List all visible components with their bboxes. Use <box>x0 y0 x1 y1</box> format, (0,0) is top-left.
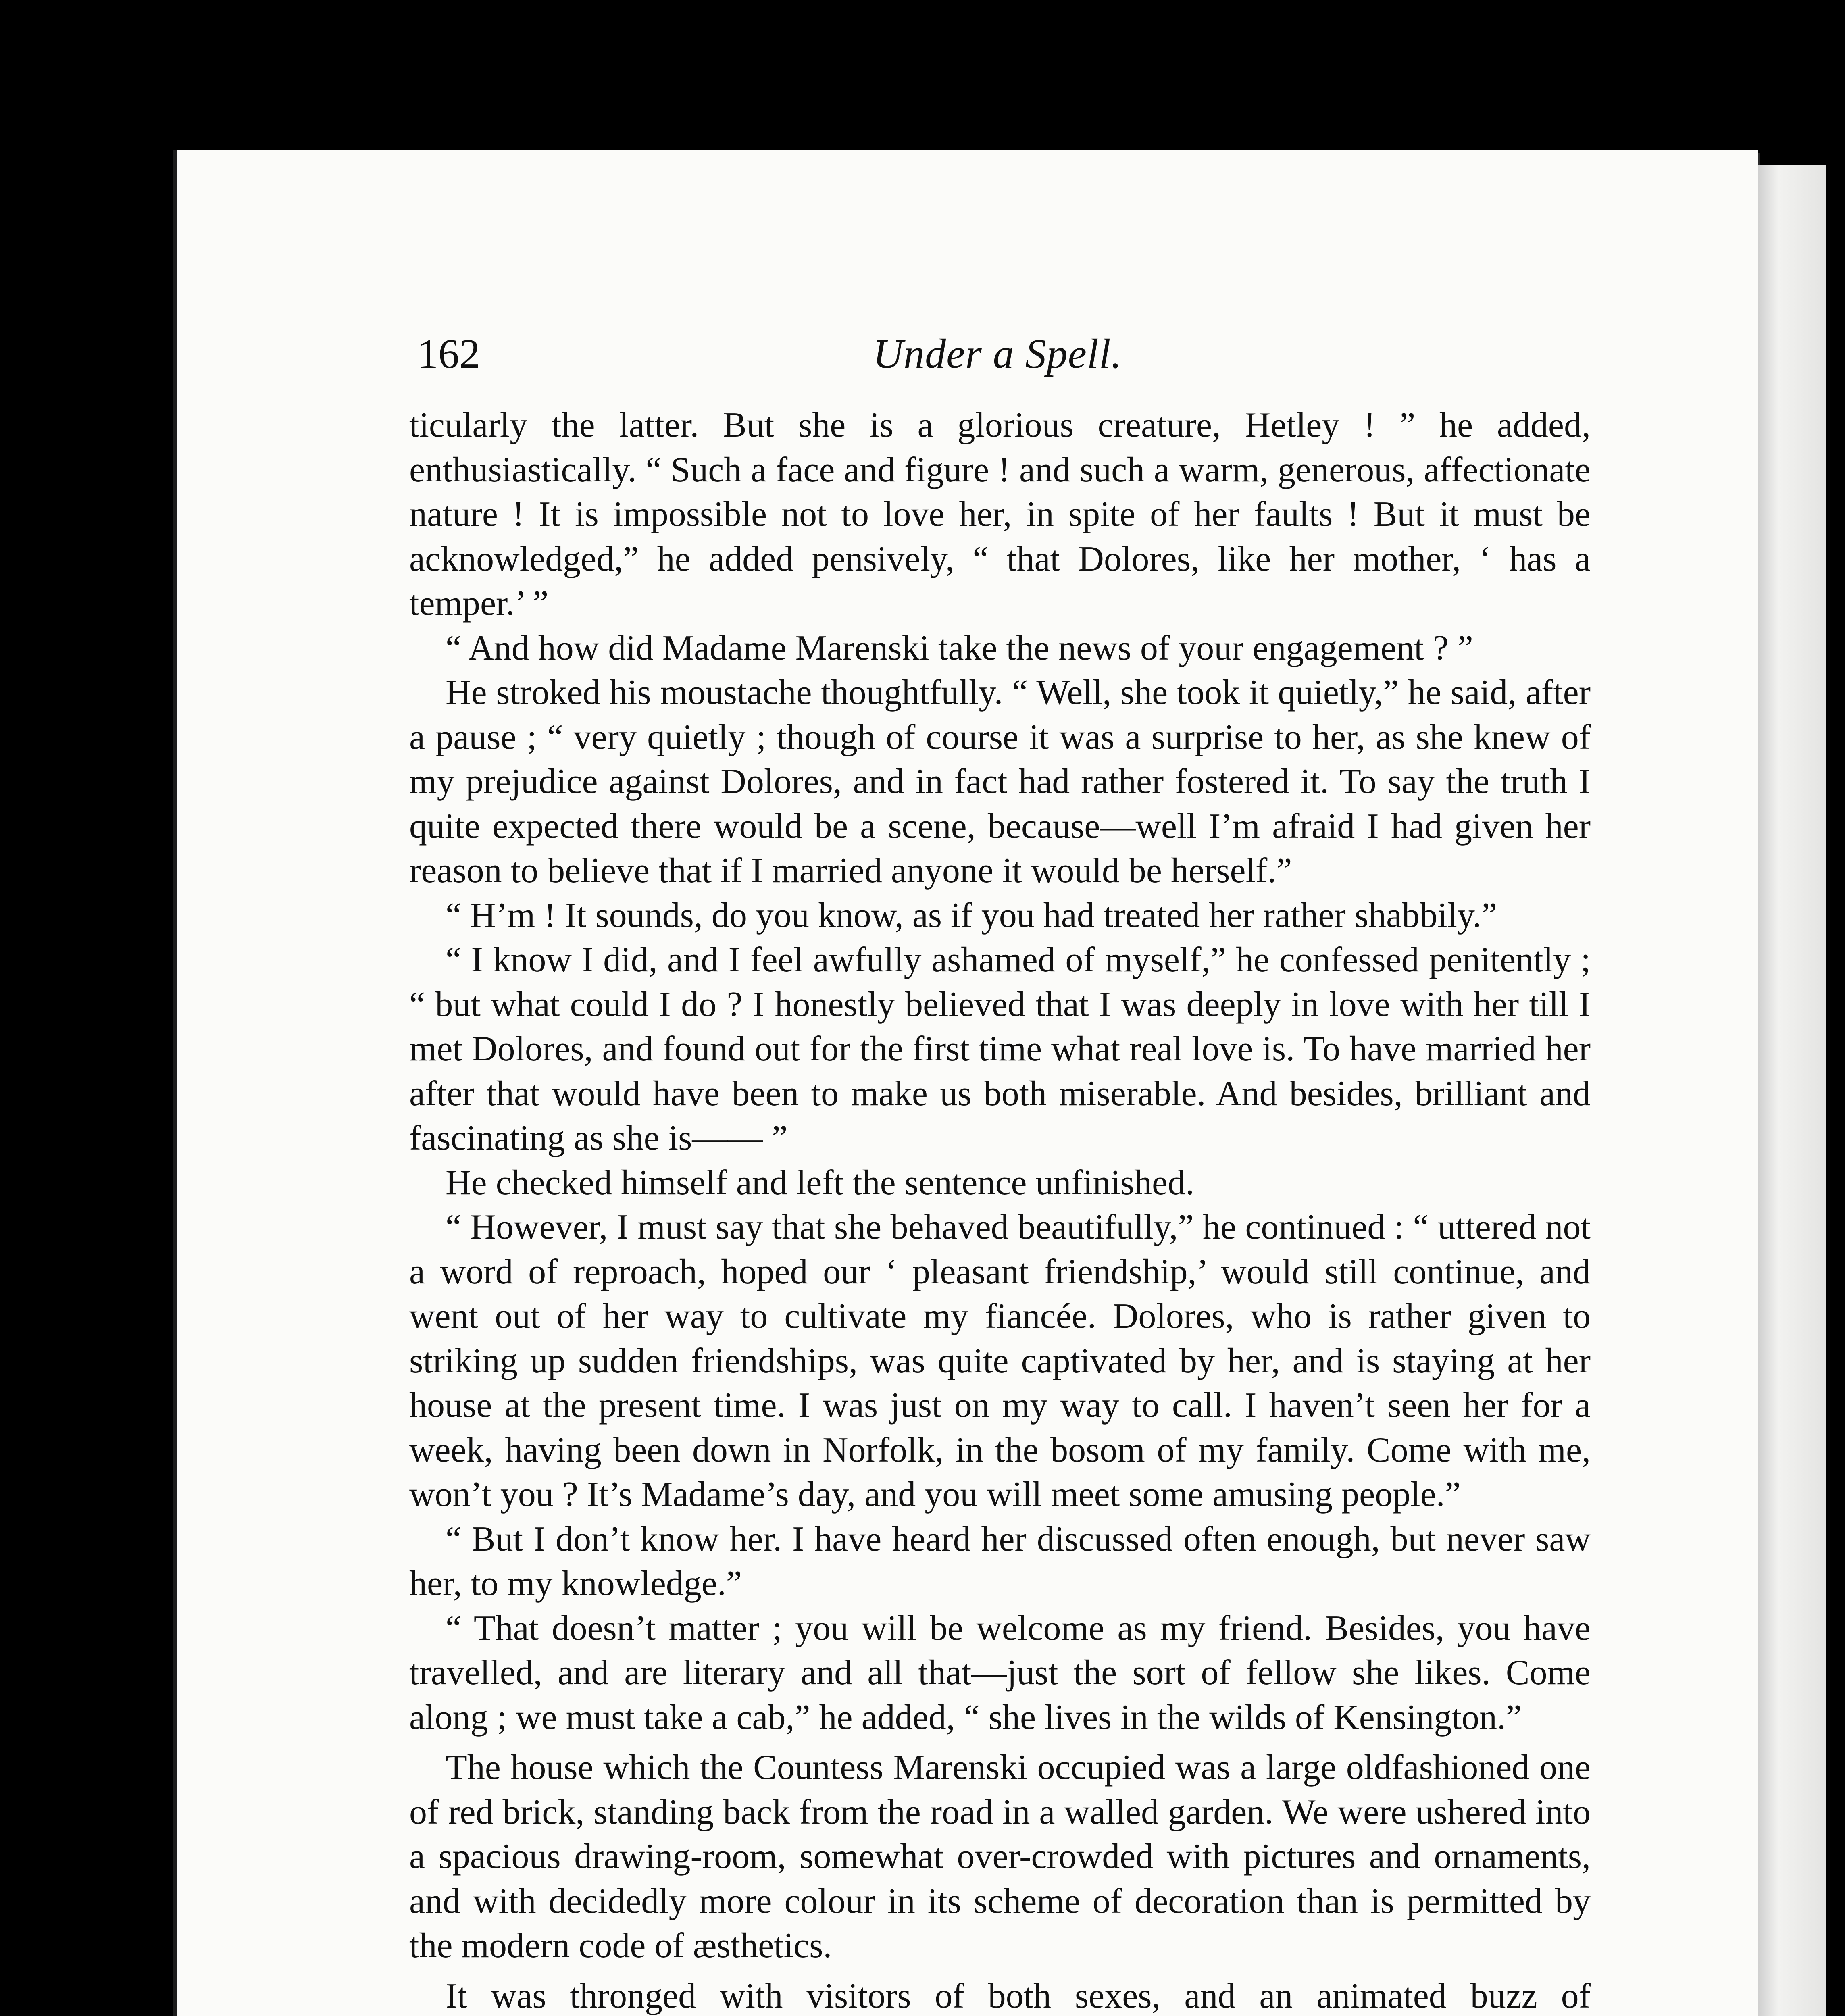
paragraph: “ H’m ! It sounds, do you know, as if you had treated her rather shabbily.” <box>446 896 1497 935</box>
paragraph: He stroked his moustache thoughtfully. “ Well, she took it quietly,” he said, after a pause ; “ very quietly ; though of course it was a surprise to her, as she knew of my prejudice against Dolores, and in fact had rather fostered it. To say the truth I quite expected there would be a scene, because—well I’m afraid I had given her reason to believe that if I married anyone it would be herself.” <box>409 673 1591 890</box>
running-title: Under a Spell. <box>873 331 1122 377</box>
paragraph: “ That doesn’t matter ; you will be welcome as my friend. Besides, you have travelled, and are literary and all that—just the sort of fellow she likes. Come along ; we must take a cab,” he added, “ she lives in the wilds of Kensington.” <box>409 1608 1591 1737</box>
body-text <box>409 403 1591 2016</box>
paragraph: ticularly the latter. But she is a glorious creature, Hetley ! ” he added, enthusiastically. “ Such a face and figure ! and such a warm, generous, affectionate nature ! It is impossible not to love her, in spite of her faults ! But it must be acknowledged,” he added pensively, “ that Dolores, like her mother, ‘ has a temper.’ ” <box>409 406 1591 623</box>
paragraph: “ And how did Madame Marenski take the news of your engagement ? ” <box>446 628 1473 668</box>
page-number: 162 <box>417 331 480 377</box>
paragraph: “ But I don’t know her. I have heard her discussed often enough, but never saw her, to my knowledge.” <box>409 1519 1591 1603</box>
paragraph: He checked himself and left the sentence unfinished. <box>446 1163 1195 1202</box>
page-left-edge <box>173 150 177 2016</box>
paragraph: It was thronged with visitors of both sexes, and an animated buzz of <box>446 1976 1591 2016</box>
paragraph: “ However, I must say that she behaved beautifully,” he continued : “ uttered not a word of reproach, hoped our ‘ pleasant friendship,’ would still continue, and went out of her way to cultivate my fiancée. Dolores, who is rather given to striking up sudden friendships, was quite captivated by her, and is staying at her house at the present time. I was just on my way to call. I haven’t seen her for a week, having been down in Norfolk, in the bosom of my family. Come with me, won’t you ? It’s Madame’s day, and you will meet some amusing people.” <box>409 1208 1591 1514</box>
page-header <box>417 330 1585 378</box>
facing-page-edge <box>1758 165 1826 2016</box>
paragraph: “ I know I did, and I feel awfully ashamed of myself,” he confessed penitently ; “ but what could I do ? I honestly believed that I was deeply in love with her till I met Dolores, and found out for the first time what real love is. To have married her after that would have been to make us both miserable. And besides, brilliant and fascinating as she is—— ” <box>409 940 1591 1158</box>
paragraph: The house which the Countess Marenski occupied was a large oldfashioned one of red brick, standing back from the road in a walled garden. We were ushered into a spacious drawing-room, somewhat over-crowded with pictures and ornaments, and with decidedly more colour in its scheme of decoration than is permitted by the modern code of æsthetics. <box>409 1748 1591 1965</box>
